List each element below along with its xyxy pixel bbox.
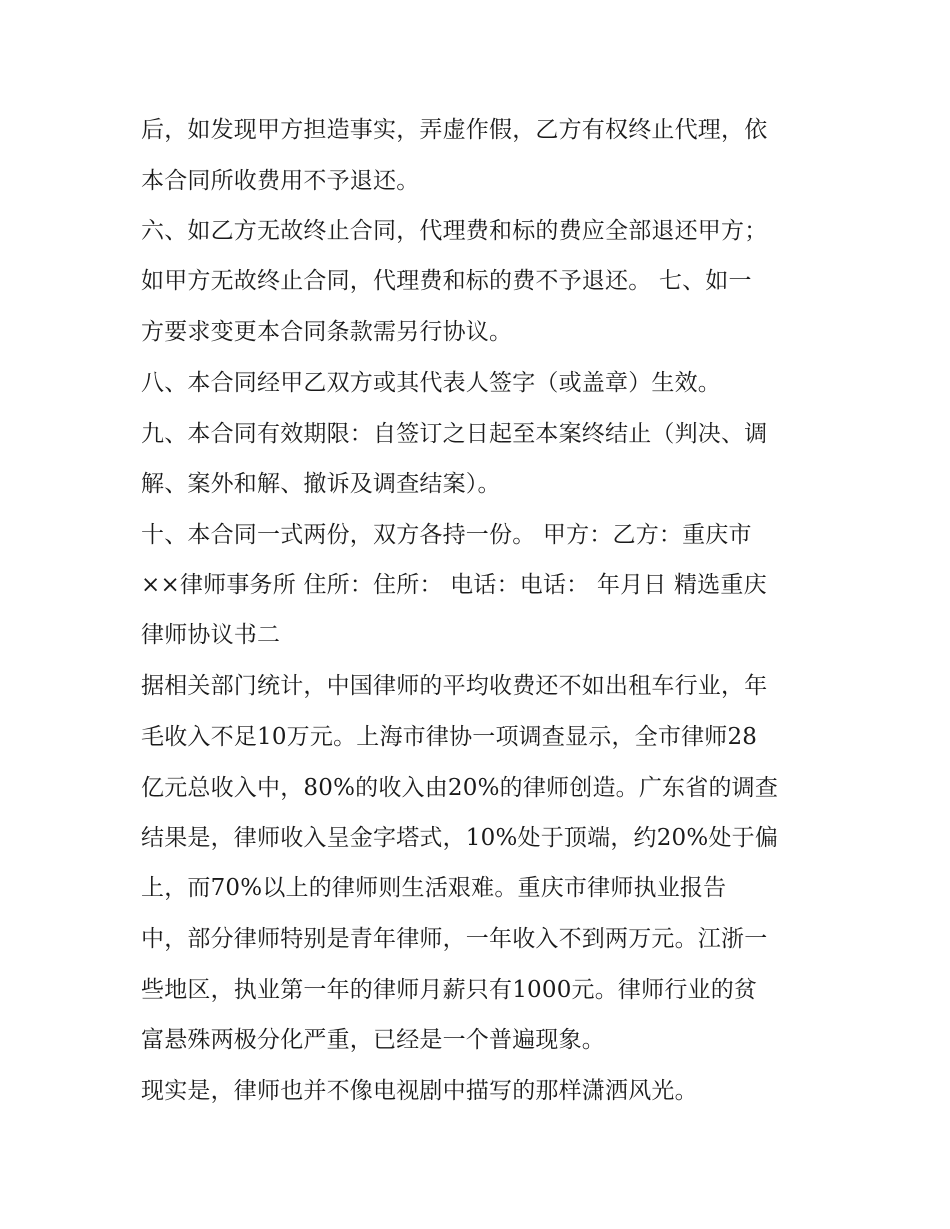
text-line: 九、本合同有效期限：自签订之日起至本案终结止（判决、调 [141,421,768,447]
text-line: 毛收入不足10万元。上海市律协一项调查显示，全市律师28 [141,724,758,750]
text-line: ××律师事务所 住所：住所： 电话：电话： 年月日 精选重庆 [141,572,767,598]
text-line: 富悬殊两极分化严重，已经是一个普遍现象。 [141,1027,605,1053]
text-line: 六、如乙方无故终止合同，代理费和标的费应全部退还甲方； [141,218,768,244]
text-line: 些地区，执业第一年的律师月薪只有1000元。律师行业的贫 [141,977,758,1003]
text-line: 现实是，律师也并不像电视剧中描写的那样潇洒风光。 [141,1078,698,1104]
text-line: 解、案外和解、撤诉及调查结案）。 [141,471,501,497]
section-heading: 律师协议书二 [141,622,281,648]
text-line: 中，部分律师特别是青年律师，一年收入不到两万元。江浙一 [141,926,768,952]
text-line: 后，如发现甲方担造事实，弄虚作假，乙方有权终止代理，依 [141,117,768,143]
text-line: 十、本合同一式两份，双方各持一份。 甲方：乙方：重庆市 [141,522,752,548]
text-line: 如甲方无故终止合同，代理费和标的费不予退还。 七、如一 [141,268,752,294]
text-line: 亿元总收入中，80%的收入由20%的律师创造。广东省的调查 [141,775,779,801]
text-line: 据相关部门统计，中国律师的平均收费还不如出租车行业，年 [141,673,768,699]
text-line: 方要求变更本合同条款需另行协议。 [141,319,513,345]
text-line: 本合同所收费用不予退还。 [141,168,420,194]
text-line: 结果是，律师收入呈金字塔式，10%处于顶端，约20%处于偏 [141,825,779,851]
text-line: 八、本合同经甲乙双方或其代表人签字（或盖章）生效。 [141,370,721,396]
text-line: 上，而70%以上的律师则生活艰难。重庆市律师执业报告 [141,875,727,901]
